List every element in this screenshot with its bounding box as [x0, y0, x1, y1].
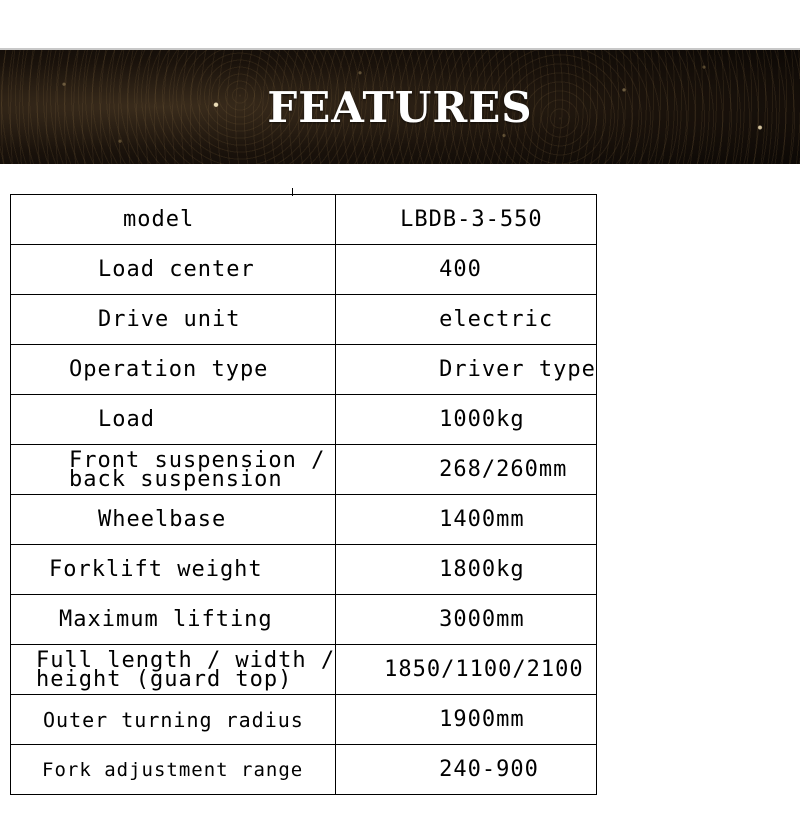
- row-value: 400: [439, 257, 482, 282]
- label-cell: [11, 195, 336, 245]
- table-row: [11, 295, 597, 345]
- label-cell: [11, 695, 336, 745]
- row-label: Outer turning radius: [43, 707, 304, 732]
- features-banner: [0, 50, 800, 164]
- row-label: Load center: [98, 257, 255, 282]
- row-label: Load: [98, 407, 155, 432]
- value-cell: [336, 545, 597, 595]
- row-label: model: [123, 207, 195, 232]
- value-cell: [336, 445, 597, 495]
- row-label-line-2: back suspension: [69, 466, 283, 492]
- table-row: [11, 345, 597, 395]
- row-value: 1800kg: [439, 557, 525, 582]
- row-value: 3000mm: [439, 607, 525, 632]
- label-cell: [11, 595, 336, 645]
- value-cell: [336, 395, 597, 445]
- value-cell: [336, 295, 597, 345]
- row-value: 1850/1100/2100: [384, 657, 584, 682]
- table-row: [11, 195, 597, 245]
- label-cell: [11, 245, 336, 295]
- row-value: electric: [439, 307, 554, 332]
- row-label: Drive unit: [98, 307, 241, 332]
- value-cell: [336, 195, 597, 245]
- row-label-line-2: height (guard top): [36, 666, 293, 692]
- table-row: [11, 595, 597, 645]
- value-cell: [336, 245, 597, 295]
- row-value: Driver type: [439, 357, 596, 382]
- row-value: 1900mm: [439, 707, 525, 732]
- label-cell: [11, 645, 336, 695]
- row-value: LBDB-3-550: [400, 207, 543, 232]
- label-cell: [11, 345, 336, 395]
- row-label: Wheelbase: [98, 507, 227, 532]
- value-cell: [336, 595, 597, 645]
- label-cell: [11, 545, 336, 595]
- row-label-line-1: Front suspension /: [69, 447, 326, 473]
- table-row: [11, 645, 597, 695]
- row-value: 240-900: [439, 757, 539, 782]
- row-value: 268/260mm: [439, 457, 568, 482]
- label-cell: [11, 295, 336, 345]
- table-row: [11, 445, 597, 495]
- value-cell: [336, 695, 597, 745]
- label-cell: [11, 445, 336, 495]
- value-cell: [336, 745, 597, 795]
- value-cell: [336, 495, 597, 545]
- label-cell: [11, 495, 336, 545]
- table-row: [11, 545, 597, 595]
- table-row: [11, 695, 597, 745]
- spec-table: [10, 194, 597, 795]
- table-row: [11, 495, 597, 545]
- banner-title: FEATURES: [267, 82, 533, 132]
- row-label: Operation type: [69, 357, 269, 382]
- row-label: Forklift weight: [49, 557, 263, 582]
- table-row: [11, 245, 597, 295]
- label-cell: [11, 745, 336, 795]
- row-value: 1400mm: [439, 507, 525, 532]
- row-label-line-1: Full length / width /: [36, 647, 336, 673]
- value-cell: [336, 645, 597, 695]
- row-label: Maximum lifting: [59, 607, 273, 632]
- row-label: Fork adjustment range: [42, 758, 304, 781]
- value-cell: [336, 345, 597, 395]
- table-row: [11, 745, 597, 795]
- table-row: [11, 395, 597, 445]
- label-cell: [11, 395, 336, 445]
- row-value: 1000kg: [439, 407, 525, 432]
